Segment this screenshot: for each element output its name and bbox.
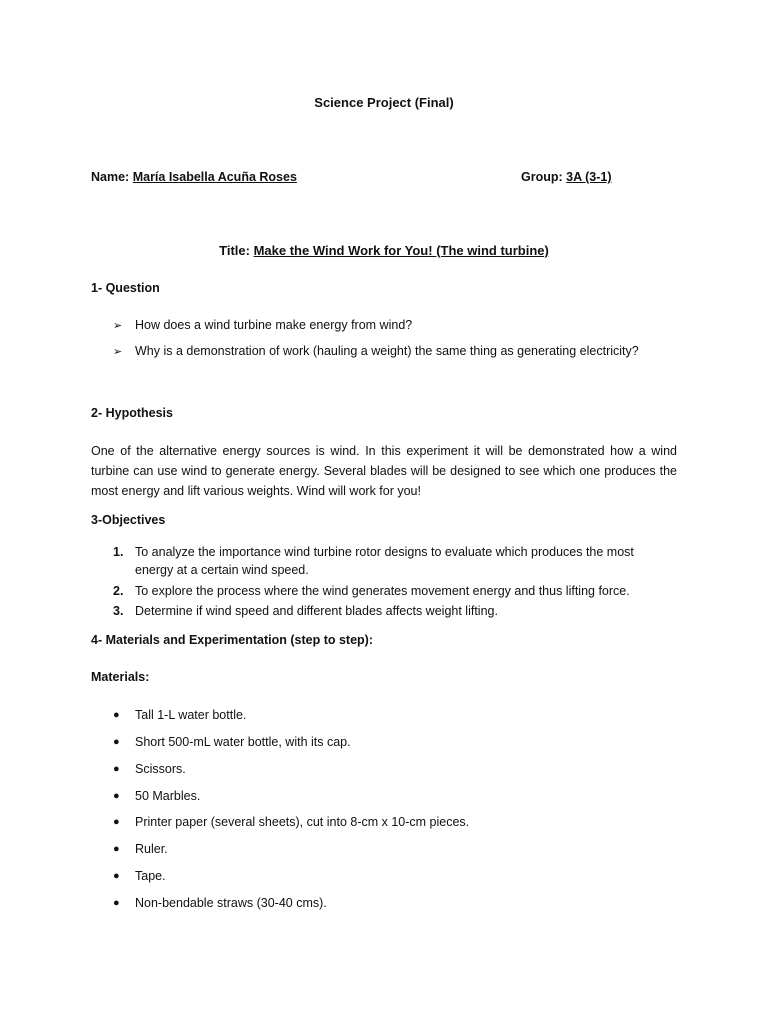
objective-text: Determine if wind speed and different blades affects weight lifting. <box>135 604 498 618</box>
material-item <box>113 868 166 884</box>
objective-number: 1. <box>113 545 124 559</box>
hypothesis-text: One of the alternative energy sources is wind. In this experiment it will be demonstrated how a wind turbine can use wind to generate energy. Several blades will be designed to see which one produces the most energy and lift various weights. Wind will work for you! <box>91 444 677 498</box>
material-item <box>113 814 469 830</box>
material-text: Tape. <box>135 869 166 883</box>
question-heading: 1- Question <box>91 281 160 295</box>
name-line <box>91 170 297 184</box>
material-item <box>113 734 351 750</box>
group-label: Group: <box>521 170 563 184</box>
hypothesis-heading: 2- Hypothesis <box>91 406 173 420</box>
document-title: Science Project (Final) <box>314 95 454 110</box>
arrow-bullet-icon: ➢ <box>113 320 123 332</box>
question-item <box>113 318 412 334</box>
bullet-dot-icon: ● <box>113 709 120 721</box>
name-value: María Isabella Acuña Roses <box>132 170 297 184</box>
bullet-dot-icon: ● <box>113 816 120 828</box>
bullet-dot-icon: ● <box>113 763 120 775</box>
objective-number: 2. <box>113 584 124 598</box>
bullet-dot-icon: ● <box>113 843 120 855</box>
materials-subheading: Materials: <box>91 670 150 684</box>
objective-item <box>113 543 653 579</box>
group-value: 3A (3-1) <box>566 170 612 184</box>
material-text: Scissors. <box>135 762 186 776</box>
objective-item <box>113 602 653 620</box>
arrow-bullet-icon: ➢ <box>113 346 123 358</box>
materials-heading: 4- Materials and Experimentation (step to step): <box>91 633 373 647</box>
question-text: Why is a demonstration of work (hauling a weight) the same thing as generating electricity? <box>135 344 639 358</box>
material-item <box>113 841 168 857</box>
project-title <box>0 243 768 258</box>
objective-item <box>113 582 653 600</box>
material-text: Tall 1-L water bottle. <box>135 708 247 722</box>
group-line <box>521 170 612 184</box>
bullet-dot-icon: ● <box>113 736 120 748</box>
question-item <box>113 344 639 360</box>
project-title-label: Title: <box>219 243 250 258</box>
material-item <box>113 895 327 911</box>
material-text: Ruler. <box>135 842 168 856</box>
objective-text: To analyze the importance wind turbine rotor designs to evaluate which produces the most energy at a certain wind speed. <box>135 545 634 577</box>
material-item <box>113 761 186 777</box>
bullet-dot-icon: ● <box>113 897 120 909</box>
objective-text: To explore the process where the wind generates movement energy and thus lifting force. <box>135 584 630 598</box>
bullet-dot-icon: ● <box>113 790 120 802</box>
material-item <box>113 707 246 723</box>
project-title-value: Make the Wind Work for You! (The wind turbine) <box>253 243 549 258</box>
objectives-heading: 3-Objectives <box>91 513 166 527</box>
material-text: 50 Marbles. <box>135 789 201 803</box>
material-text: Printer paper (several sheets), cut into 8-cm x 10-cm pieces. <box>135 815 470 829</box>
objective-number: 3. <box>113 604 124 618</box>
question-text: How does a wind turbine make energy from wind? <box>135 318 413 332</box>
name-label: Name: <box>91 170 130 184</box>
bullet-dot-icon: ● <box>113 870 120 882</box>
material-text: Non-bendable straws (30-40 cms). <box>135 896 327 910</box>
material-item <box>113 788 200 804</box>
material-text: Short 500-mL water bottle, with its cap. <box>135 735 351 749</box>
